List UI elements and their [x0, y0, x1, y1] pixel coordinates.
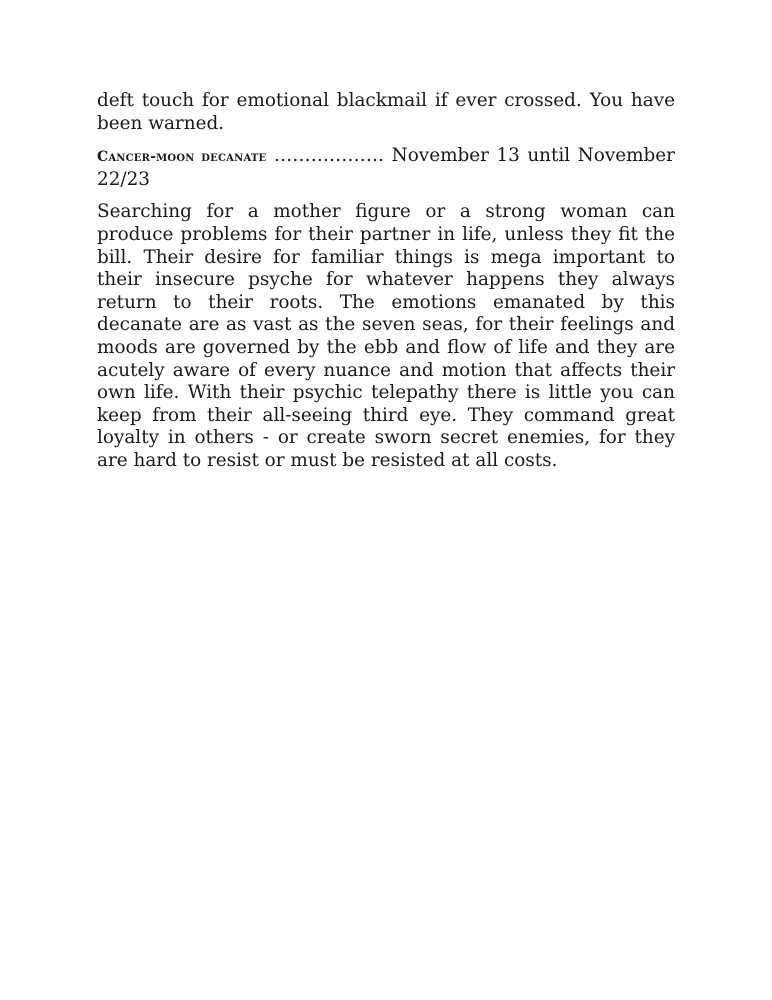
- decanate-heading: Cancer-moon decanate: [97, 149, 267, 166]
- decanate-heading-line: [97, 145, 675, 191]
- document-page: [97, 90, 675, 483]
- continued-paragraph: deft touch for emotional blackmail if ever crossed. You have been warned.: [97, 90, 675, 134]
- decanate-description: Searching for a mother figure or a strong woman can produce problems for their partner in life, unless they fit the bill. Their desire for familiar things is mega important to their insecure psyche for whatever happens they always return to their roots. The emotions emanated by this decanate are as vast as the seven seas, for their feelings and moods are governed by the ebb and flow of life and they are acutely aware of every nuance and motion that affects their own life. With their psychic telepathy there is little you can keep from their all-seeing third eye. They command great loyalty in others - or create sworn secret enemies, for they are hard to resist or must be resisted at all costs.: [97, 201, 675, 471]
- decanate-dates: November 13 until November 22/23: [97, 145, 675, 190]
- dot-leader: ………………: [273, 145, 385, 167]
